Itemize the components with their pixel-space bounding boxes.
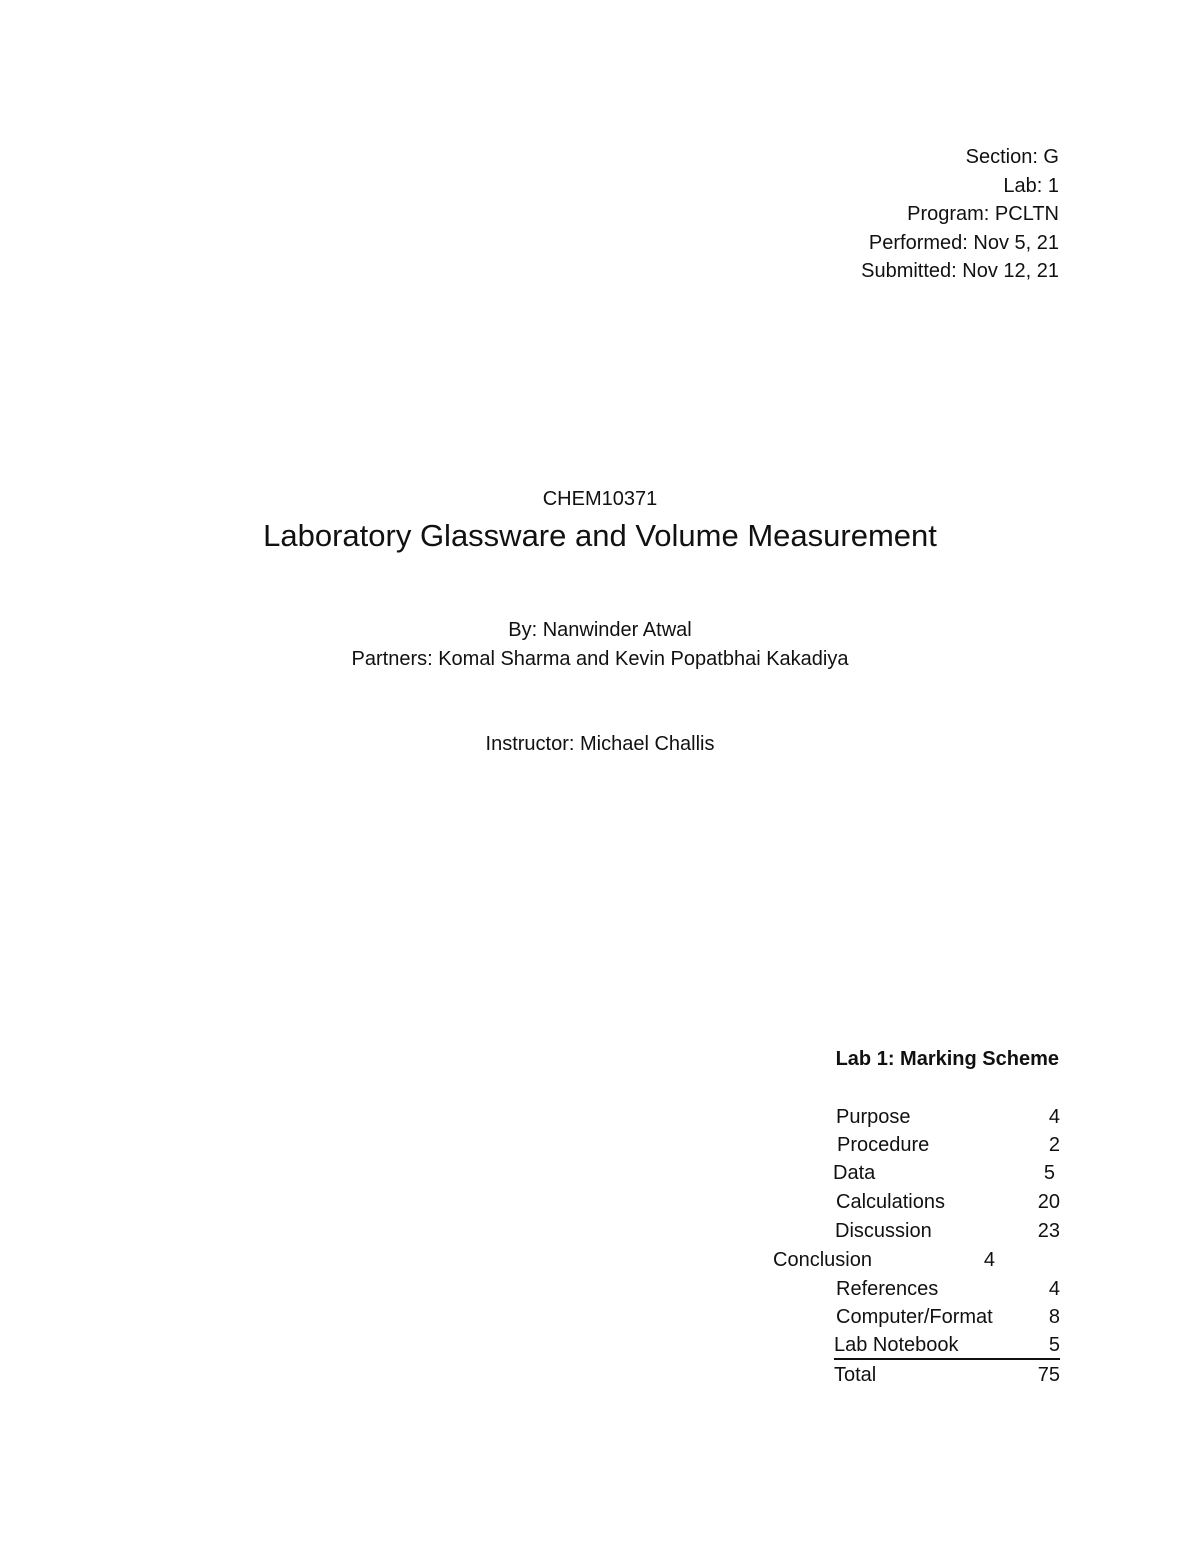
scheme-row-label: Purpose — [836, 1106, 911, 1128]
scheme-row-label: Data — [833, 1162, 876, 1184]
scheme-row-label: Lab Notebook — [834, 1334, 959, 1356]
marking-scheme-title: Lab 1: Marking Scheme — [835, 1048, 1059, 1070]
section-label: Section: G — [965, 146, 1059, 168]
scheme-row-points: 5 — [1048, 1334, 1060, 1356]
scheme-row-points: 4 — [1048, 1106, 1060, 1128]
scheme-row-data — [833, 1162, 1055, 1190]
instructor-line: Instructor: Michael Challis — [485, 733, 715, 755]
scheme-row-points: 8 — [1048, 1306, 1060, 1328]
scheme-row-lab-notebook — [834, 1334, 1060, 1360]
scheme-row-label: Calculations — [836, 1191, 945, 1213]
performed-date: Performed: Nov 5, 21 — [868, 231, 1059, 254]
scheme-row-label: Procedure — [837, 1134, 930, 1156]
lab-number: Lab: 1 — [1003, 174, 1059, 197]
scheme-row-calculations — [836, 1191, 1060, 1219]
scheme-row-points: 5 — [1043, 1162, 1055, 1184]
course-code: CHEM10371 — [542, 488, 658, 510]
scheme-row-label: References — [836, 1278, 939, 1300]
scheme-row-procedure — [837, 1134, 1060, 1162]
partners-line: Partners: Komal Sharma and Kevin Popatbhai Kakadiya — [351, 648, 849, 670]
scheme-row-discussion — [835, 1220, 1060, 1248]
scheme-row-label: Conclusion — [773, 1249, 872, 1271]
scheme-row-label: Total — [834, 1364, 877, 1386]
submitted-date: Submitted: Nov 12, 21 — [861, 260, 1059, 283]
scheme-row-total — [834, 1364, 1060, 1392]
scheme-row-points: 4 — [1048, 1278, 1060, 1300]
scheme-row-label: Discussion — [835, 1220, 932, 1242]
scheme-row-label: Computer/Format — [836, 1306, 993, 1328]
scheme-row-computer-format — [836, 1306, 1060, 1334]
scheme-row-points: 20 — [1037, 1191, 1060, 1213]
scheme-row-purpose — [836, 1106, 1060, 1134]
author-line: By: Nanwinder Atwal — [508, 619, 692, 641]
scheme-row-references — [836, 1278, 1060, 1306]
report-header-info — [861, 143, 1059, 286]
scheme-row-conclusion — [773, 1249, 995, 1277]
scheme-row-points: 23 — [1037, 1220, 1060, 1242]
program-label: Program: PCLTN — [907, 203, 1059, 226]
page-title: Laboratory Glassware and Volume Measurement — [263, 518, 937, 553]
scheme-row-points: 4 — [983, 1249, 995, 1271]
scheme-row-points: 75 — [1037, 1364, 1060, 1386]
scheme-row-points: 2 — [1048, 1134, 1060, 1156]
